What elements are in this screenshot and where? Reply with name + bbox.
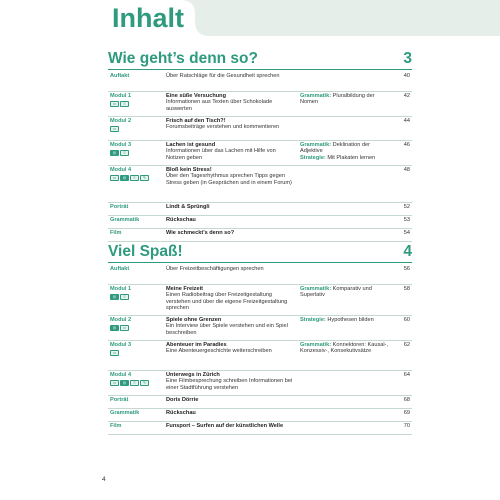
row-label: Modul 2: [110, 118, 132, 124]
row-description: Forumsbeiträge verstehen und kommentieren: [166, 124, 280, 131]
row-main: [166, 118, 296, 131]
row-main: [166, 167, 296, 186]
row-label: Auftakt: [110, 266, 130, 272]
row-label: Modul 3: [110, 142, 132, 148]
row-label: Modul 2: [110, 317, 132, 323]
cd-icon: ◎: [120, 380, 129, 386]
row-label: Modul 4: [110, 372, 132, 378]
row-notes: [300, 142, 392, 161]
row-description: Über Freizeitbeschäftigungen sprechen: [166, 266, 264, 272]
row-page-number: 48: [403, 167, 410, 173]
toc-row[interactable]: [108, 229, 412, 242]
row-main: [166, 266, 296, 272]
row-page-number: 53: [403, 217, 410, 223]
section-number: 4: [403, 243, 412, 260]
row-label: Modul 1: [110, 93, 132, 99]
row-title: Eine süße Versuchung: [166, 93, 226, 99]
doc-icon: ≡: [130, 175, 139, 181]
grammar-text: Komparativ und Superlativ: [300, 286, 372, 299]
row-main: [166, 217, 296, 223]
section-header: [108, 243, 412, 263]
cd-icon: ◎: [110, 150, 119, 156]
media-icons: [110, 101, 129, 107]
media-icons: [110, 325, 129, 331]
toc-row[interactable]: [108, 409, 412, 422]
row-title: Lindt & Sprüngli: [166, 204, 210, 210]
row-main: [166, 230, 296, 236]
row-page-number: 69: [403, 410, 410, 416]
toc-row[interactable]: [108, 422, 412, 435]
row-label: Porträt: [110, 397, 129, 403]
row-title: Meine Freizeit: [166, 286, 203, 292]
row-page-number: 46: [403, 142, 410, 148]
toc-row[interactable]: [108, 316, 412, 341]
row-notes: [300, 317, 392, 323]
row-label: Grammatik: [110, 410, 140, 416]
row-description: Einen Radiobeitrag über Freizeitgestaltung verstehen und über die eigene Freizeitgestaltung sprechen: [166, 292, 288, 312]
row-label: Film: [110, 423, 122, 429]
section-title: Viel Spaß!: [108, 243, 183, 260]
toc-row[interactable]: [108, 72, 412, 92]
row-title: Frisch auf den Tisch?!: [166, 118, 226, 124]
row-main: [166, 204, 296, 210]
row-page-number: 68: [403, 397, 410, 403]
row-main: [166, 342, 296, 355]
row-main: [166, 397, 296, 403]
row-title: Spiele ohne Grenzen: [166, 317, 222, 323]
row-label: Film: [110, 230, 122, 236]
row-title: Rückschau: [166, 217, 196, 223]
grammar-text: Pluralbildung der Nomen: [300, 93, 375, 106]
row-description: Informationen über das Lachen mit Hilfe von Notizen geben: [166, 148, 276, 161]
row-main: [166, 372, 296, 391]
tv-icon: ▭: [110, 175, 119, 181]
cd-icon: ◎: [110, 294, 119, 300]
row-notes: [300, 93, 392, 106]
row-main: [166, 317, 296, 336]
cd-icon: ◎: [110, 325, 119, 331]
row-title: Doris Dörrie: [166, 397, 199, 403]
toc-row[interactable]: [108, 166, 412, 203]
tv-icon: ▭: [110, 126, 119, 132]
strategy-text: Hypothesen bilden: [327, 317, 374, 323]
row-notes: [300, 286, 392, 299]
doc-icon: ≡: [120, 101, 129, 107]
row-label: Auftakt: [110, 73, 130, 79]
tv-icon: ▭: [110, 350, 119, 356]
section-number: 3: [403, 50, 412, 67]
media-icons: [110, 175, 149, 181]
row-title: Lachen ist gesund: [166, 142, 216, 148]
toc-row[interactable]: [108, 92, 412, 117]
grammar-text: Konnektoren: Kausal-, Konzessiv-, Konsekutivsätze: [300, 342, 389, 355]
row-description: Eine Filmbesprechung schreiben Informationen bei einer Stadtführung verstehen: [166, 378, 293, 391]
row-main: [166, 93, 296, 112]
strategy-text: Mit Plakaten lernen: [327, 154, 376, 161]
media-icons: [110, 380, 149, 386]
strategy-label: Strategie:: [300, 154, 326, 161]
row-description: Über den Tagesrhythmus sprechen Tipps gegen Stress geben (in Gesprächen und in einem Forum): [166, 173, 292, 186]
row-page-number: 64: [403, 372, 410, 378]
row-label: Modul 4: [110, 167, 132, 173]
media-icons: [110, 150, 129, 156]
row-main: [166, 142, 296, 161]
toc-row[interactable]: [108, 203, 412, 216]
row-main: [166, 73, 296, 79]
cd-icon: ◎: [120, 175, 129, 181]
tv-icon: ▭: [110, 380, 119, 386]
page-title: Inhalt: [112, 3, 184, 33]
row-main: [166, 410, 296, 416]
section-title: Wie geht’s denn so?: [108, 50, 258, 67]
toc-row[interactable]: [108, 141, 412, 166]
row-title: Abenteuer im Paradies: [166, 342, 227, 348]
grammar-label: Grammatik:: [300, 286, 332, 292]
row-page-number: 58: [403, 286, 410, 292]
row-page-number: 52: [403, 204, 410, 210]
row-page-number: 42: [403, 93, 410, 99]
row-title: Funsport – Surfen auf der künstlichen Welle: [166, 423, 284, 429]
row-page-number: 54: [403, 230, 410, 236]
grammar-text: Deklination der Adjektive: [300, 142, 370, 155]
row-title: Bloß kein Stress!: [166, 167, 212, 173]
section-header: [108, 50, 412, 70]
toc-row[interactable]: [108, 396, 412, 409]
doc-icon: ≡: [130, 380, 139, 386]
page-number: 4: [102, 476, 106, 483]
row-description: Eine Abenteuergeschichte weiterschreiben: [166, 348, 272, 355]
row-title: Rückschau: [166, 410, 196, 416]
toc-row[interactable]: [108, 285, 412, 316]
row-page-number: 40: [403, 73, 410, 79]
grammar-label: Grammatik:: [300, 342, 332, 348]
row-label: Modul 1: [110, 286, 132, 292]
row-page-number: 44: [403, 118, 410, 124]
toc-row[interactable]: [108, 117, 412, 141]
media-icons: [110, 350, 119, 356]
media-icons: [110, 126, 119, 132]
tv-icon: ▭: [120, 325, 129, 331]
row-description: Ein Interview über Spiele verstehen und ein Spiel beschreiben: [166, 323, 288, 336]
row-main: [166, 286, 296, 312]
pen-icon: ✎: [140, 175, 149, 181]
grammar-label: Grammatik:: [300, 142, 332, 148]
toc-row[interactable]: [108, 371, 412, 396]
toc-row[interactable]: [108, 265, 412, 285]
toc-row[interactable]: [108, 216, 412, 229]
doc-icon: ≡: [120, 150, 129, 156]
row-title: Unterwegs in Zürich: [166, 372, 220, 378]
strategy-label: Strategie:: [300, 317, 326, 323]
row-description: Über Ratschläge für die Gesundheit sprechen: [166, 73, 280, 79]
row-label: Porträt: [110, 204, 129, 210]
toc-row[interactable]: [108, 341, 412, 371]
doc-icon: ≡: [120, 294, 129, 300]
row-page-number: 56: [403, 266, 410, 272]
row-page-number: 70: [403, 423, 410, 429]
pen-icon: ✎: [140, 380, 149, 386]
media-icons: [110, 294, 129, 300]
row-main: [166, 423, 296, 429]
row-label: Modul 3: [110, 342, 132, 348]
row-notes: [300, 342, 392, 355]
row-description: Informationen aus Texten über Schokolade auswerten: [166, 99, 273, 112]
row-page-number: 60: [403, 317, 410, 323]
grammar-label: Grammatik:: [300, 93, 332, 99]
row-label: Grammatik: [110, 217, 140, 223]
row-page-number: 62: [403, 342, 410, 348]
tv-icon: ▭: [110, 101, 119, 107]
row-title: Wie schmeckt’s denn so?: [166, 230, 235, 236]
